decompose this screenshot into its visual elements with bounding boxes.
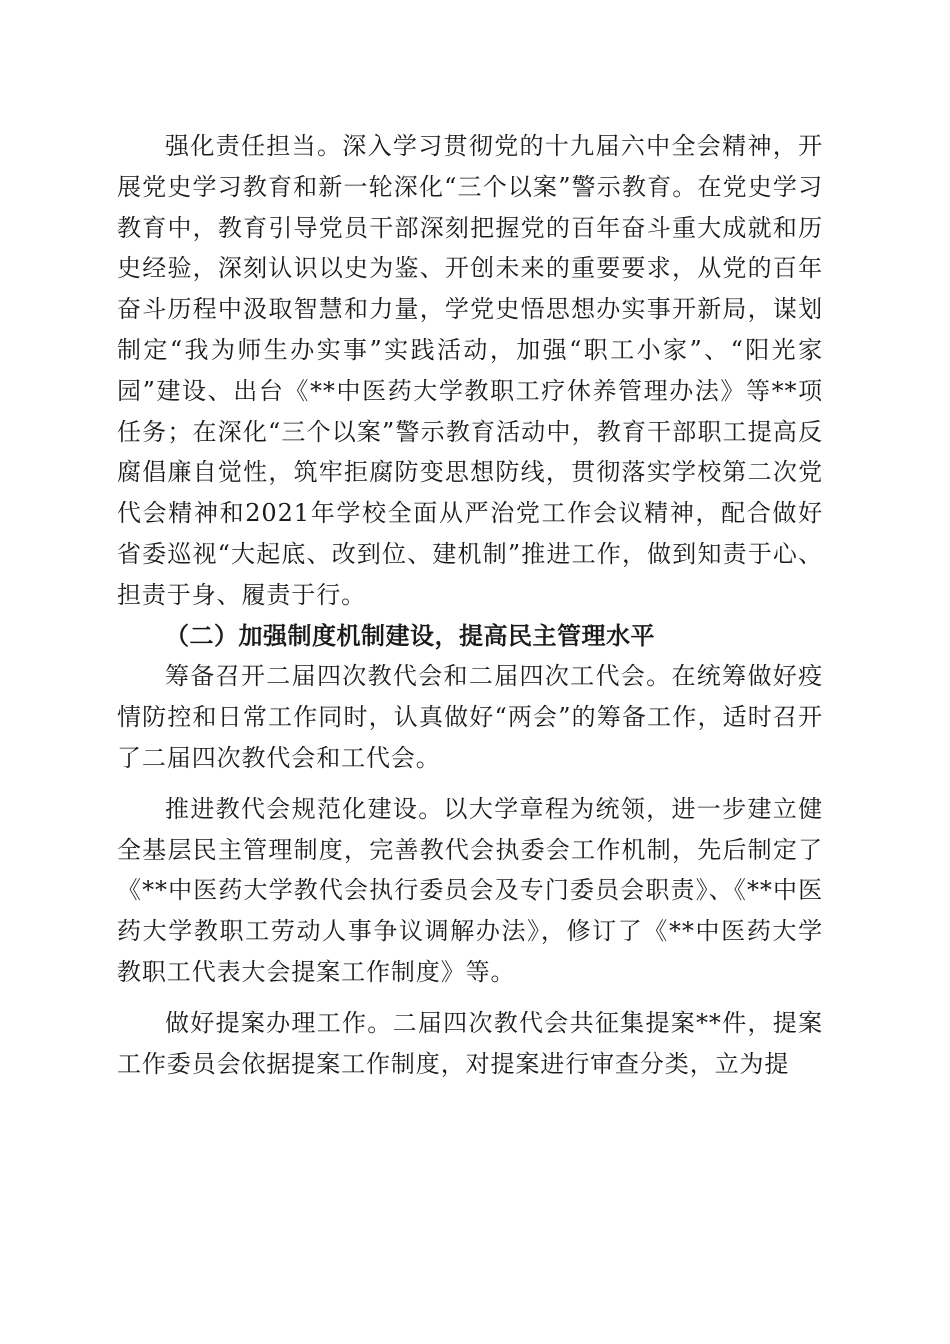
section-heading: （二）加强制度机制建设，提高民主管理水平 <box>165 620 655 650</box>
paragraph-proposals: 做好提案办理工作。二届四次教代会共征集提案**件，提案工作委员会依据提案工作制度，对提案进行审查分类，立为提 <box>117 1008 823 1078</box>
paragraph-congress-preparation: 筹备召开二届四次教代会和二届四次工代会。在统筹做好疫情防控和日常工作同时，认真做好“两会”的筹备工作，适时召开了二届四次教代会和工代会。 <box>117 662 823 772</box>
paragraph-standardization: 推进教代会规范化建设。以大学章程为统领，进一步建立健全基层民主管理制度，完善教代会执委会工作机制，先后制定了《**中医药大学教代会执行委员会及专门委员会职责》、《**中医药大学教职工劳动人事争议调解办法》，修订了《**中医药大学教职工代表大会提案工作制度》等。 <box>117 794 823 986</box>
document-body <box>117 126 823 1084</box>
paragraph-responsibility: 强化责任担当。深入学习贯彻党的十九届六中全会精神，开展党史学习教育和新一轮深化“三个以案”警示教育。在党史学习教育中，教育引导党员干部深刻把握党的百年奋斗重大成就和历史经验，深刻认识以史为鉴、开创未来的重要要求，从党的百年奋斗历程中汲取智慧和力量，学党史悟思想办实事开新局，谋划制定“我为师生办实事”实践活动，加强“职工小家”、“阳光家园”建设、出台《**中医药大学教职工疗休养管理办法》等**项任务；在深化“三个以案”警示教育活动中，教育干部职工提高反腐倡廉自觉性，筑牢拒腐防变思想防线，贯彻落实学校第二次党代会精神和2021年学校全面从严治党工作会议精神，配合做好省委巡视“大起底、改到位、建机制”推进工作，做到知责于心、担责于身、履责于行。 <box>117 132 823 609</box>
